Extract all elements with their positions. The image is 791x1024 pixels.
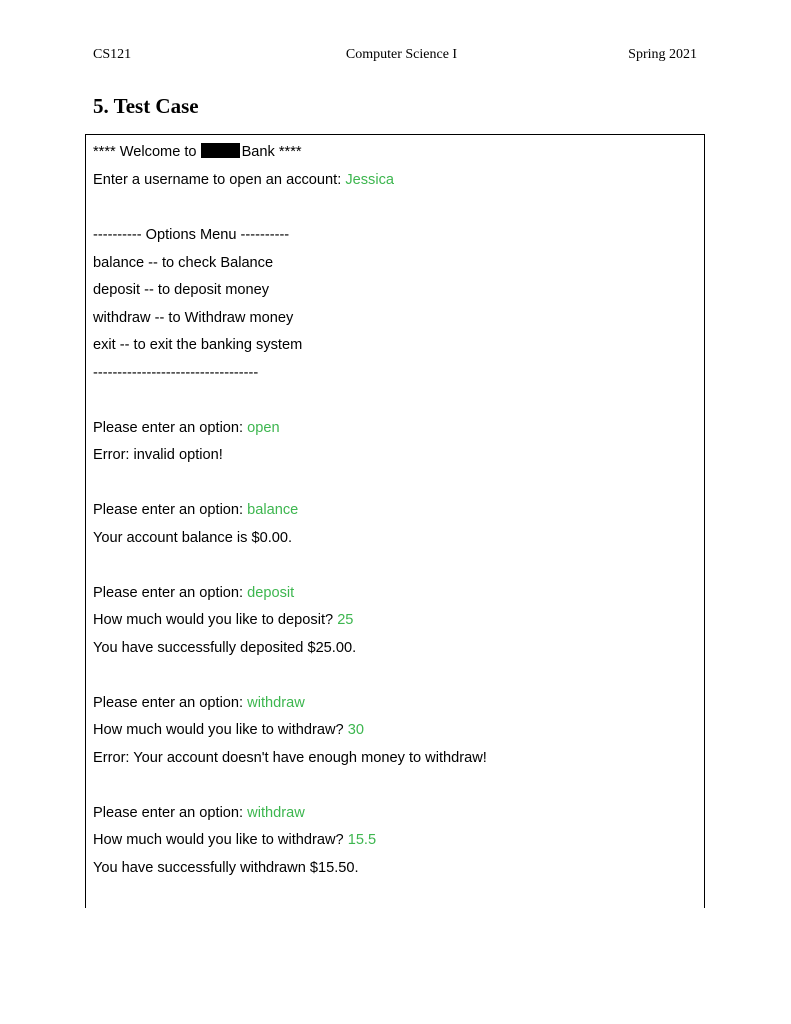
menu-item-withdraw: withdraw -- to Withdraw money	[93, 310, 294, 326]
option-line-3	[93, 584, 294, 602]
option-prompt: Please enter an option:	[93, 805, 244, 821]
option-line-5	[93, 804, 305, 822]
withdraw-prompt: How much would you like to withdraw?	[93, 722, 344, 738]
header-semester: Spring 2021	[628, 47, 697, 62]
welcome-line	[93, 143, 302, 161]
option-result-1: Error: invalid option!	[93, 447, 223, 463]
deposit-input: 25	[337, 612, 354, 628]
menu-item-deposit: deposit -- to deposit money	[93, 282, 270, 298]
username-input: Jessica	[345, 172, 394, 188]
console-output-box	[85, 134, 705, 908]
withdraw-result-1: Error: Your account doesn't have enough money to withdraw!	[93, 750, 487, 766]
option-input-4: withdraw	[247, 695, 305, 711]
withdraw-line-1	[93, 721, 364, 739]
menu-header: ---------- Options Menu ----------	[93, 227, 290, 243]
option-input-2: balance	[247, 502, 299, 518]
option-result-2: Your account balance is $0.00.	[93, 530, 293, 546]
username-prompt: Enter a username to open an account:	[93, 172, 342, 188]
option-line-2	[93, 501, 298, 519]
option-line-1	[93, 419, 280, 437]
menu-footer: ----------------------------------	[93, 365, 259, 381]
welcome-suffix: Bank ****	[241, 144, 302, 160]
withdraw-input-2: 15.5	[347, 832, 377, 848]
menu-item-balance: balance -- to check Balance	[93, 255, 274, 271]
withdraw-prompt: How much would you like to withdraw?	[93, 832, 344, 848]
option-prompt: Please enter an option:	[93, 502, 244, 518]
option-prompt: Please enter an option:	[93, 695, 244, 711]
withdraw-line-2	[93, 831, 376, 849]
deposit-prompt: How much would you like to deposit?	[93, 612, 334, 628]
option-input-5: withdraw	[247, 805, 305, 821]
option-prompt: Please enter an option:	[93, 420, 244, 436]
withdraw-input-1: 30	[347, 722, 364, 738]
option-input-3: deposit	[247, 585, 295, 601]
option-input-1: open	[247, 420, 280, 436]
header-course-title: Computer Science I	[345, 47, 458, 62]
username-line	[93, 171, 394, 189]
withdraw-result-2: You have successfully withdrawn $15.50.	[93, 860, 359, 876]
header-course-code: CS121	[93, 47, 132, 62]
redacted-bank-name	[201, 143, 240, 158]
deposit-result: You have successfully deposited $25.00.	[93, 640, 357, 656]
welcome-prefix: **** Welcome to	[93, 144, 197, 160]
section-title: 5. Test Case	[93, 94, 199, 118]
option-prompt: Please enter an option:	[93, 585, 244, 601]
menu-item-exit: exit -- to exit the banking system	[93, 337, 303, 353]
option-line-4	[93, 694, 305, 712]
deposit-line	[93, 611, 353, 629]
